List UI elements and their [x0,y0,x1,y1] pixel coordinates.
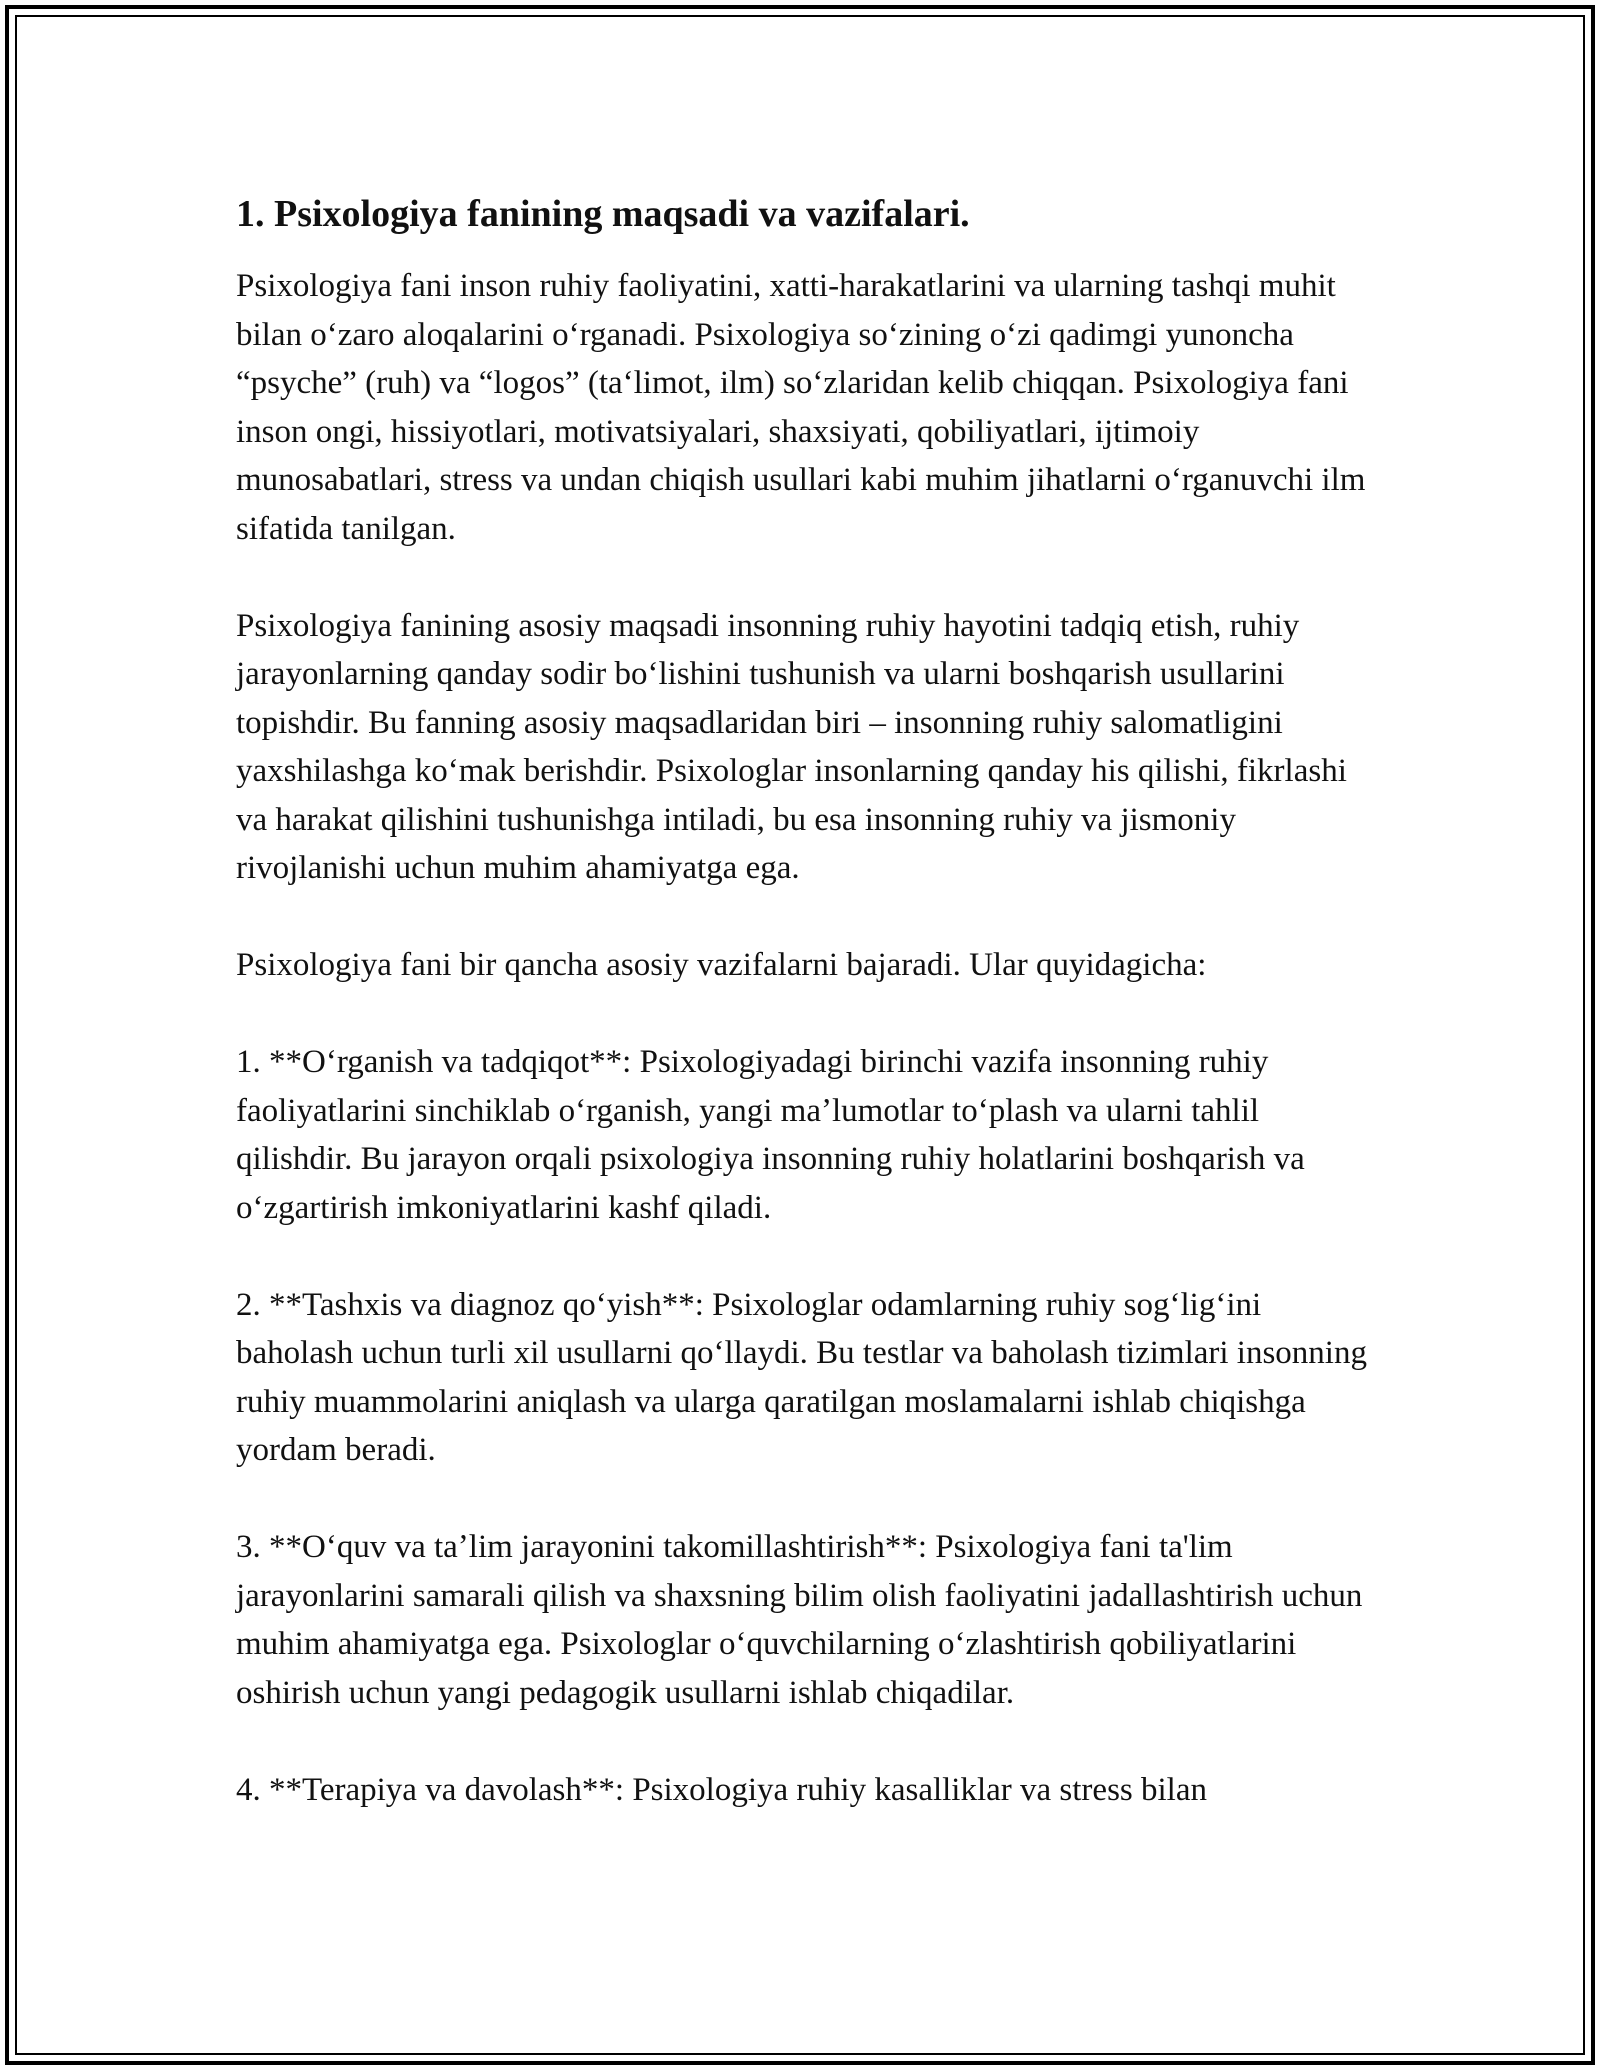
list-item-therapy: 4. **Terapiya va davolash**: Psixologiya ruhiy kasalliklar va stress bilan [236,1771,1207,1808]
list-item-education: 3. **Oʻquv va taʼlim jarayonini takomillashtirish**: Psixologiya fani ta'lim jarayonlarini samarali qilish va shaxsning bilim olish faoliyatini jadallashtirish uchun muhim ahamiyatga ega. Psixologlar oʻquvchilarning oʻzlashtirish qobiliyatlarini oshirish uchun yangi pedagogik usullarni ishlab chiqadilar. [236,1529,1363,1711]
section-heading: 1. Psixologiya fanining maqsadi va vazifalari. [236,193,970,235]
list-item-research: 1. **Oʻrganish va tadqiqot**: Psixologiyadagi birinchi vazifa insonning ruhiy faoliyatlarini sinchiklab oʻrganish, yangi maʼlumotlar toʻplash va ularni tahlil qilishdir. Bu jarayon orqali psixologiya insonning ruhiy holatlarini boshqarish va oʻzgartirish imkoniyatlarini kashf qiladi. [236,1044,1305,1226]
document-body [236,186,1376,1863]
paragraph-goal: Psixologiya fanining asosiy maqsadi insonning ruhiy hayotini tadqiq etish, ruhiy jarayonlarning qanday sodir boʻlishini tushunish va ularni boshqarish usullarini topishdir. Bu fanning asosiy maqsadlaridan biri – insonning ruhiy salomatligini yaxshilashga koʻmak berishdir. Psixologlar insonlarning qanday his qilishi, fikrlashi va harakat qilishini tushunishga intiladi, bu esa insonning ruhiy va jismoniy rivojlanishi uchun muhim ahamiyatga ega. [236,607,1347,886]
paragraph-intro: Psixologiya fani inson ruhiy faoliyatini, xatti-harakatlarini va ularning tashqi muhit bilan oʻzaro aloqalarini oʻrganadi. Psixologiya soʻzining oʻzi qadimgi yunoncha “psyche” (ruh) va “logos” (taʻlimot, ilm) soʻzlaridan kelib chiqqan. Psixologiya fani inson ongi, hissiyotlari, motivatsiyalari, shaxsiyati, qobiliyatlari, ijtimoiy munosabatlari, stress va undan chiqish usullari kabi muhim jihatlarni oʻrganuvchi ilm sifatida tanilgan. [236,268,1366,547]
paragraph-tasks-intro: Psixologiya fani bir qancha asosiy vazifalarni bajaradi. Ular quyidagicha: [236,947,1207,983]
list-item-diagnosis: 2. **Tashxis va diagnoz qoʻyish**: Psixologlar odamlarning ruhiy sogʻligʻini baholash uchun turli xil usullarni qoʻllaydi. Bu testlar va baholash tizimlari insonning ruhiy muammolarini aniqlash va ularga qaratilgan moslamalarni ishlab chiqishga yordam beradi. [236,1286,1367,1468]
